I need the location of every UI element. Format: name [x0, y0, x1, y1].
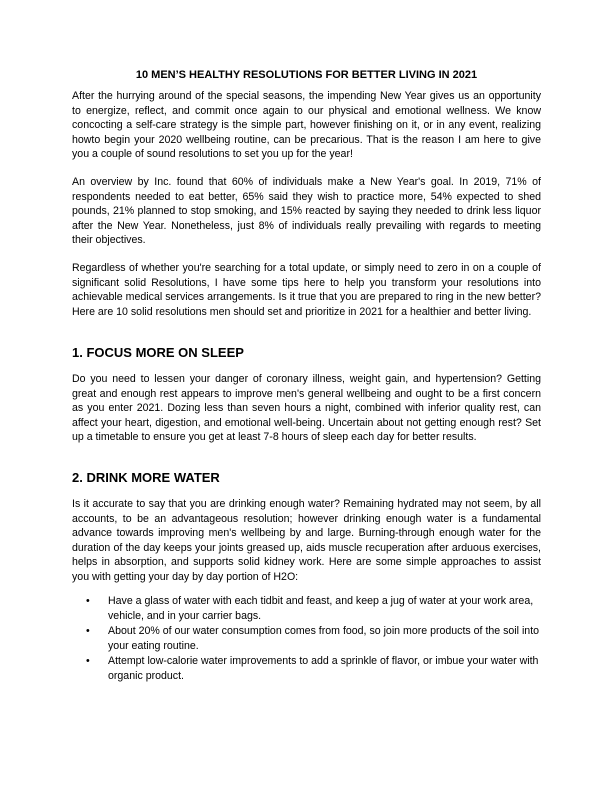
bullet-icon: • — [86, 625, 90, 638]
section-body-water: Is it accurate to say that you are drinking enough water? Remaining hydrated may not seem, by all accounts, to be an advantageous resolution; however drinking enough water is a fundamental advance towards improving men's wellbeing by and large. Burning-through enough water for the duration of the day keeps your joints greased up, aids muscle recuperation after arduous exercises, helps in absorption, and supports solid kidney work. Here are some simple approaches to assist you with getting your day by day portion of H2O: — [72, 498, 541, 583]
list-item — [72, 654, 541, 683]
section-body-sleep: Do you need to lessen your danger of coronary illness, weight gain, and hypertension? Getting great and enough rest appears to improve men's general wellbeing and ought to be a first concern as you enter 2021. Dozing less than seven hours a night, combined with inferior quality rest, can affect your heart, digestion, and emotional well-being. Uncertain about not getting enough rest? Set up a timetable to ensure you get at least 7-8 hours of sleep each day for better results. — [72, 373, 541, 444]
section-heading-sleep: 1. FOCUS MORE ON SLEEP — [72, 345, 244, 360]
list-item-text: Have a glass of water with each tidbit and feast, and keep a jug of water at your work area, vehicle, and in your carrier bags. — [108, 595, 534, 622]
intro-paragraph-1: After the hurrying around of the special seasons, the impending New Year gives us an opportunity to energize, reflect, and commit once again to our physical and emotional wellness. We know concocting a self-care strategy is the simple part, however finishing on it, or in any event, realizing howto begin your 2020 wellbeing routine, can be precarious. That is the reason I am here to give you a couple of sound resolutions to set you up for the year! — [72, 90, 541, 161]
bullet-icon: • — [86, 655, 90, 668]
bullet-icon: • — [86, 595, 90, 607]
intro-paragraph-3: Regardless of whether you're searching for a total update, or simply need to zero in on a couple of significant solid Resolutions, I have some tips here to help you transform your resolutions into achievable medical services arrangements. Is it true that you are prepared to ring in the new better? Here are 10 solid resolutions men should set and prioritize in 2021 for a healthier and better living. — [72, 262, 541, 318]
list-item — [72, 594, 541, 623]
document-title: 10 MEN’S HEALTHY RESOLUTIONS FOR BETTER LIVING IN 2021 — [135, 69, 478, 81]
list-item-text: About 20% of our water consumption comes from food, so join more products of the soil into your eating routine. — [108, 625, 540, 652]
water-tips-list — [72, 594, 541, 685]
list-item-text: Attempt low-calorie water improvements to add a sprinkle of flavor, or imbue your water with organic product. — [108, 655, 539, 682]
section-heading-water: 2. DRINK MORE WATER — [72, 470, 220, 485]
intro-paragraph-2: An overview by Inc. found that 60% of individuals make a New Year's goal. In 2019, 71% of respondents needed to eat better, 65% said they wish to practice more, 54% expected to shed pounds, 21% planned to stop smoking, and 15% reacted by saying they needed to drink less liquor after the New Year. Nonetheless, just 8% of individuals really prevailing with regards to meeting their objectives. — [72, 176, 541, 247]
list-item — [72, 624, 541, 653]
